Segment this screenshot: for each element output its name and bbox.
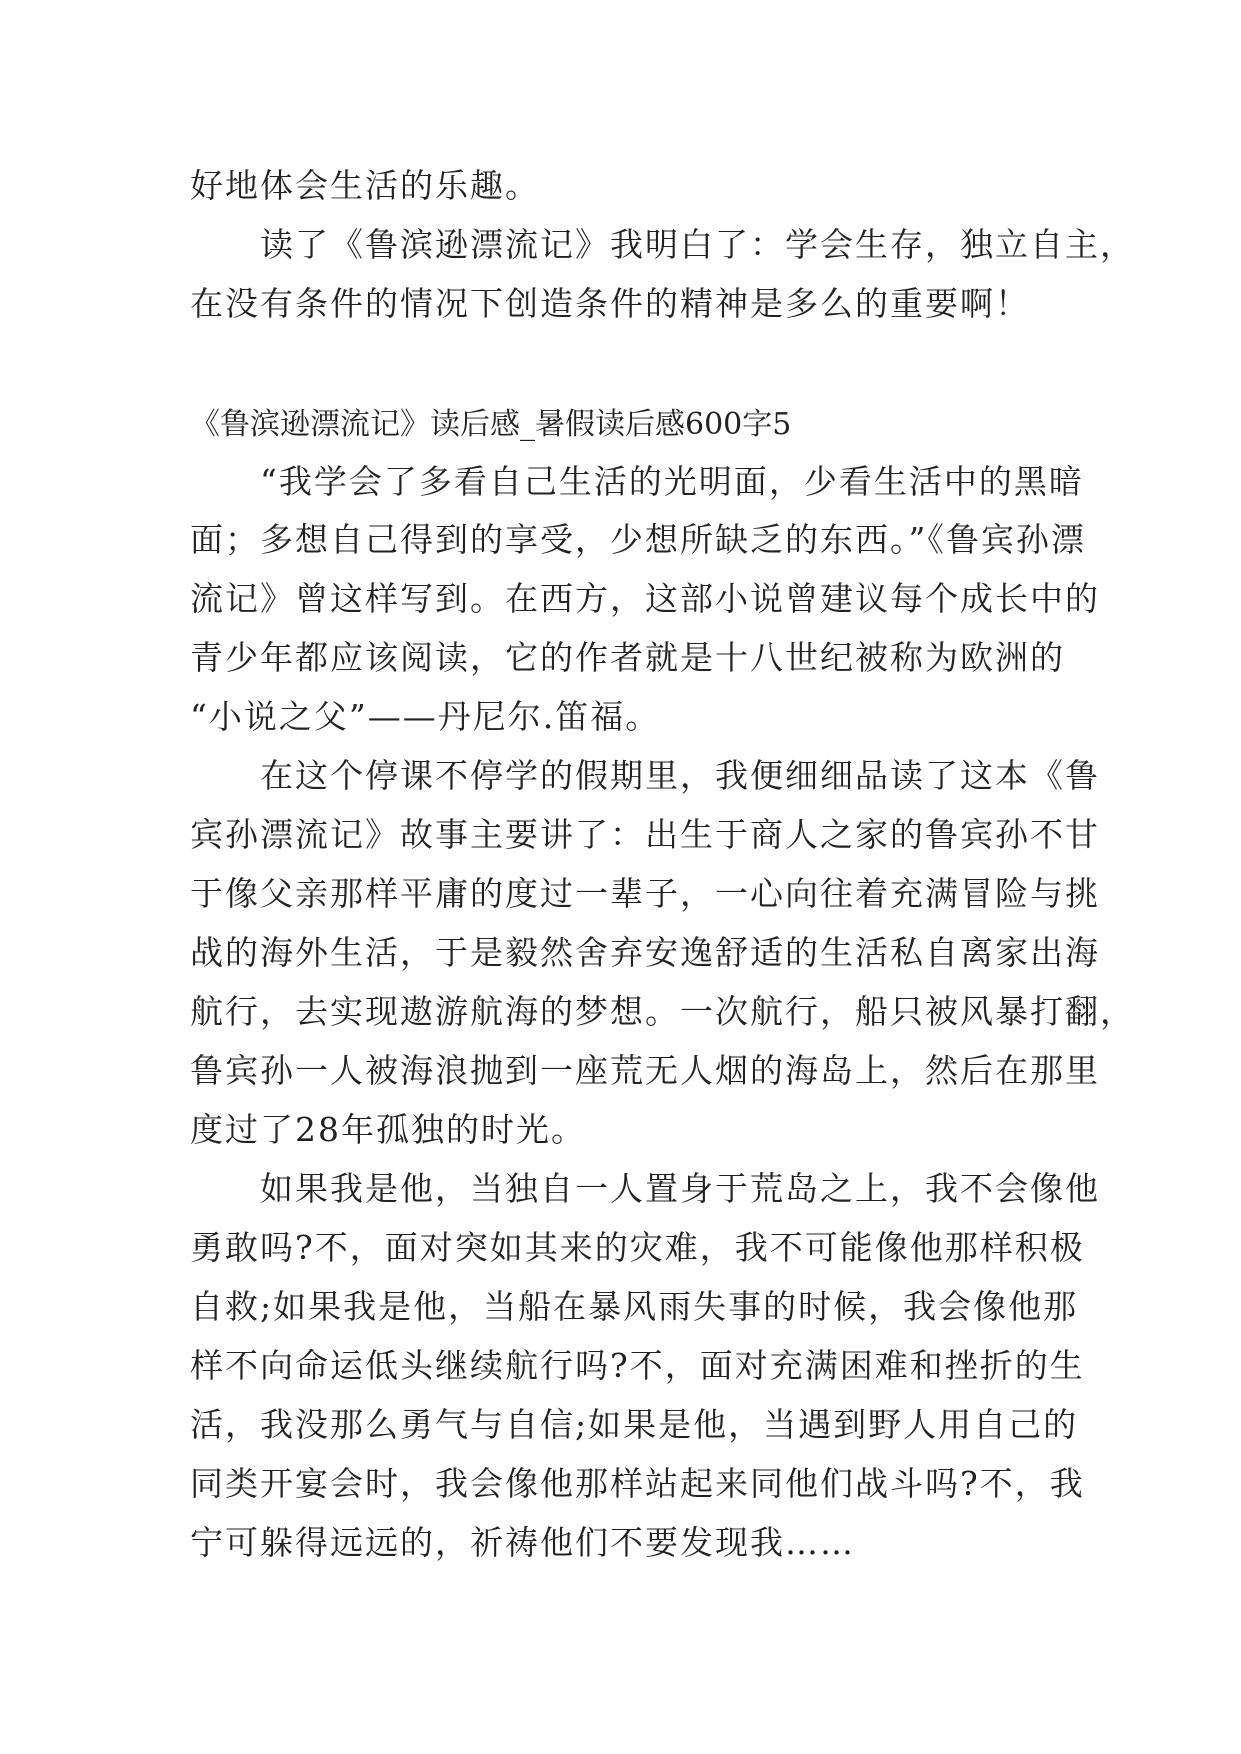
text-line: 样不向命运低头继续航行吗?不，面对充满困难和挫折的生 — [190, 1346, 1085, 1385]
text-line: “小说之父”——丹尼尔.笛福。 — [190, 697, 661, 736]
text-line: 同类开宴会时，我会像他那样站起来同他们战斗吗?不，我 — [190, 1464, 1085, 1503]
text-line: 读了《鲁滨逊漂流记》我明白了：学会生存，独立自主， — [190, 225, 1135, 264]
text-line: 宁可躲得远远的，祈祷他们不要发现我…… — [190, 1523, 855, 1562]
text-line: 青少年都应该阅读，它的作者就是十八世纪被称为欧洲的 — [190, 638, 1065, 677]
text-line: 度过了28年孤独的时光。 — [190, 1110, 586, 1149]
text-line: 在这个停课不停学的假期里，我便细细品读了这本《鲁 — [190, 756, 1100, 795]
text-line: 好地体会生活的乐趣。 — [190, 166, 540, 205]
text-line: 航行，去实现遨游航海的梦想。一次航行，船只被风暴打翻， — [190, 992, 1135, 1031]
text-line: 活，我没那么勇气与自信;如果是他，当遇到野人用自己的 — [190, 1405, 1079, 1444]
text-line: 流记》曾这样写到。在西方，这部小说曾建议每个成长中的 — [190, 579, 1100, 618]
text-line: 自救;如果我是他，当船在暴风雨失事的时候，我会像他那 — [190, 1287, 1079, 1326]
text-line: 宾孙漂流记》故事主要讲了：出生于商人之家的鲁宾孙不甘 — [190, 815, 1100, 854]
text-line: 如果我是他，当独自一人置身于荒岛之上，我不会像他 — [190, 1169, 1100, 1208]
text-line: 鲁宾孙一人被海浪抛到一座荒无人烟的海岛上，然后在那里 — [190, 1051, 1100, 1090]
text-line: 勇敢吗?不，面对突如其来的灾难，我不可能像他那样积极 — [190, 1228, 1085, 1267]
text-line: “我学会了多看自己生活的光明面，少看生活中的黑暗 — [190, 462, 1084, 501]
text-line: 战的海外生活，于是毅然舍弃安逸舒适的生活私自离家出海 — [190, 933, 1100, 972]
text-line: 于像父亲那样平庸的度过一辈子，一心向往着充满冒险与挑 — [190, 874, 1100, 913]
text-line: 在没有条件的情况下创造条件的精神是多么的重要啊！ — [190, 284, 1030, 323]
section-heading: 《鲁滨逊漂流记》读后感_暑假读后感600字5 — [190, 407, 792, 442]
text-line: 面；多想自己得到的享受，少想所缺乏的东西。”《鲁宾孙漂 — [190, 520, 1086, 559]
